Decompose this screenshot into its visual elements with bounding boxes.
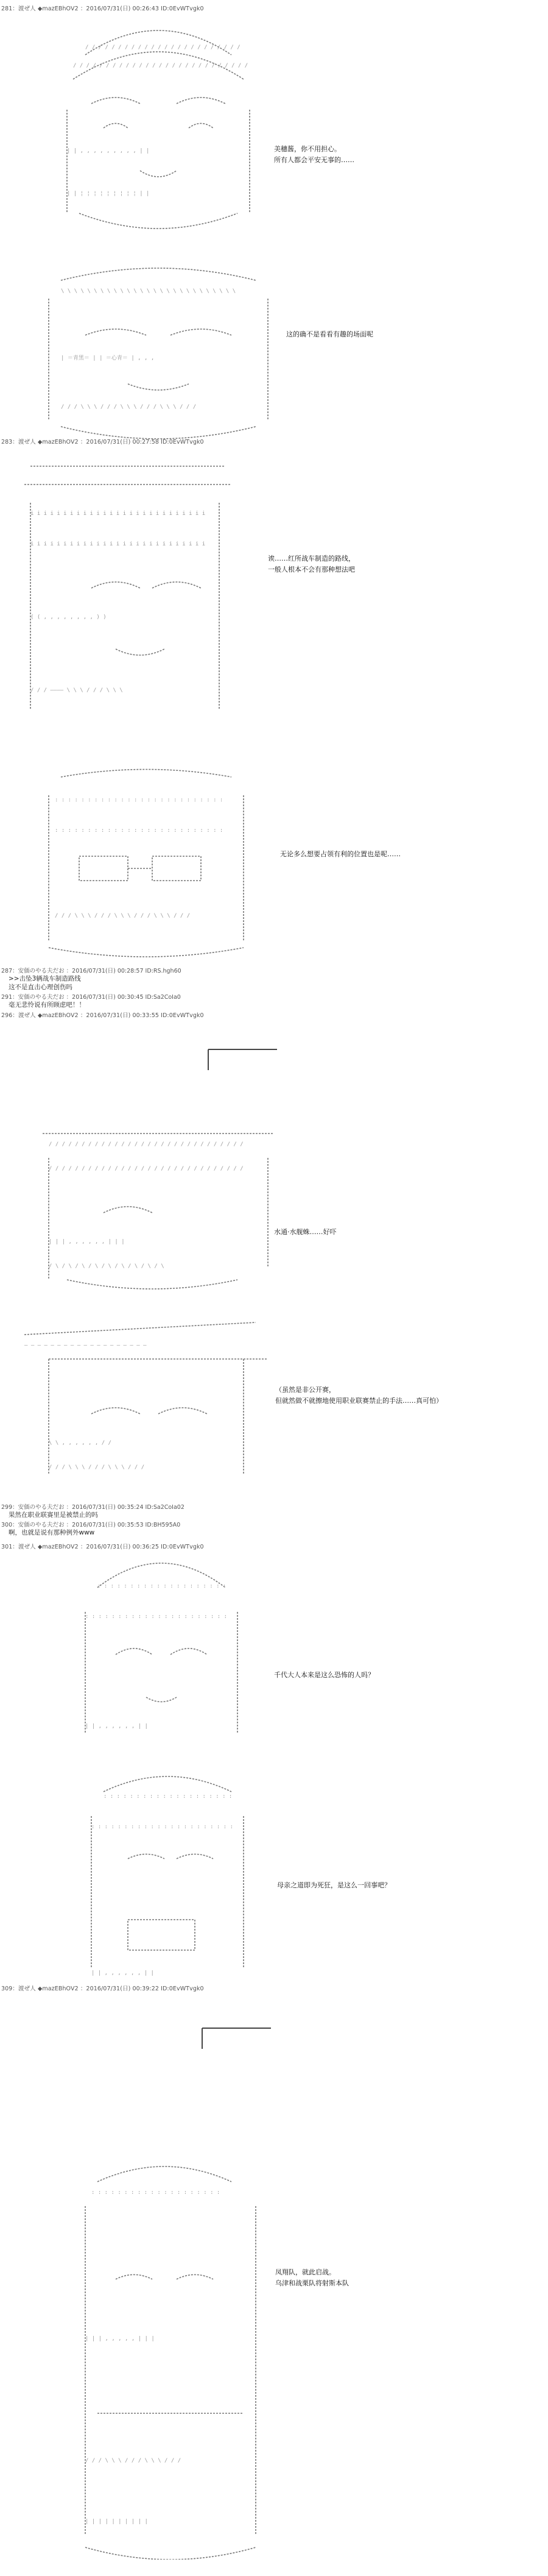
post-283-dialogue xyxy=(268,553,355,575)
svg-text:| | | , , , , , ,: | | | , , , , , , | | | xyxy=(49,1239,125,1245)
post-header-281: 281：渡ぜ人 ◆mazEBhOV2 ：2016/07/31(日) 00:26:43 ID:0EvWTvgk0 xyxy=(1,5,204,12)
svg-text:| | | , , , , , |: | | | , , , , , | | | xyxy=(85,2336,155,2342)
dialogue-line: 水通·水舰蛛……好吓 xyxy=(274,1228,337,1236)
svg-text:/ / / / / / / / / / / / / / /: / / / / / / / / / / / / / / / / / / / / / / / / / / / / / / xyxy=(49,1141,244,1148)
dialogue-line: 乌津和战栗队将射斯本队 xyxy=(275,2279,349,2287)
post-header-301: 301：渡ぜ人 ◆mazEBhOV2 ：2016/07/31(日) 00:36:25 ID:0EvWTvgk0 xyxy=(1,1544,204,1550)
scene-break-bracket xyxy=(207,1048,280,1075)
svg-text:\ \ , , , , , ,: \ \ , , , , , , / / xyxy=(49,1440,111,1446)
svg-text:| | , , , , , ,: | | , , , , , , , , , | | xyxy=(67,148,150,154)
dialogue-line: 一般人根本不会有那种想法吧 xyxy=(268,565,355,573)
post-309-dialogue xyxy=(275,2267,349,2288)
svg-text:: : : : : : : : : : : : : : :: : : : : : : : : : : : : : : : : : : : : : : xyxy=(91,1824,233,1830)
svg-text:/ / / / / / / / / / / / / / /: / / / / / / / / / / / / / / / / / / / / / / / / / / / xyxy=(73,63,248,69)
dialogue-line: （虽然是非公开赛， xyxy=(275,1386,335,1394)
reply-header-287: 287：安価のやる夫だお ：2016/07/31(日) 00:28:57 ID:RS.hgh60 xyxy=(1,968,181,974)
reply-text-300-1: 啊，也就是说有那种例外www xyxy=(9,1529,95,1536)
ascii-art-character-tea-cup-icon xyxy=(67,1767,268,1987)
svg-text:/ / / \ \ \ / / / \ \ \ / / /: / / / \ \ \ / / / \ \ \ / / / xyxy=(49,1464,145,1471)
svg-text:/ / / / / / / / / / / / / / /: / / / / / / / / / / / / / / / / / / / / / / / / / / / / / / xyxy=(49,1166,244,1172)
svg-text:| | | | | | | | | |: | | | | | | | | | | xyxy=(85,2519,148,2525)
svg-text:/ / / ―――― \ \ \ / / / \: / / / ―――― \ \ \ / / / \ \ \ xyxy=(30,687,123,694)
reply-header-300: 300：安価のやる夫だお ：2016/07/31(日) 00:35:53 ID:BH595A0 xyxy=(1,1522,181,1528)
reply-text-287-1: >>击坠3辆战车制造路线 xyxy=(9,975,81,982)
svg-text:( ( , , , , , ,: ( ( , , , , , , , , ) ) xyxy=(30,614,107,620)
post-281-dialogue xyxy=(274,144,354,165)
dialogue-line: 所有人都会平安无事的…… xyxy=(274,155,354,164)
svg-text:: : : : : : : : : : : : : : :: : : : : : : : : : : : : : : : : : : : : : : : : : : xyxy=(55,828,223,834)
svg-text:/ / / \ \ \ / / / \ \ \ / / /: / / / \ \ \ / / / \ \ \ / / / \ \ \ / / / xyxy=(61,404,197,410)
ascii-art-character-hat-icon xyxy=(12,1310,274,1493)
svg-text:/ / / / / / / / / / / / / / /: / / / / / / / / / / / / / / / / / / / / / / / / xyxy=(85,44,241,51)
ascii-art-character-glasses-icon xyxy=(24,765,256,960)
reply-text-291-1: 毫无悲怜说有所顾虑吧！！ xyxy=(9,1001,85,1009)
ascii-art-character-smiling-icon xyxy=(49,12,268,238)
dialogue-line: 这的确不是看看有趣的场面呢 xyxy=(286,330,373,338)
svg-text:/ / / \ \ \ / / / \ \ \ / / /: / / / \ \ \ / / / \ \ \ / / / xyxy=(85,2458,181,2464)
svg-text:i i i i i i i i i i i i i i i: i i i i i i i i i i i i i i i i i i i i i i i i i i i xyxy=(30,511,206,517)
dialogue-line: 美穗酱，你不用担心。 xyxy=(274,145,341,153)
dialogue-line: 凤翔队，就此启战。 xyxy=(275,2268,335,2276)
svg-text:: : : : : : : : : : : : : : :: : : : : : : : : : : : : : : : : : : : : : : : : : : xyxy=(55,797,223,803)
reply-text-287-2: 这不是直击心理创伤吗 xyxy=(9,984,72,991)
reply-header-299: 299：安価のやる夫だお ：2016/07/31(日) 00:35:24 ID:Sa2CoIa02 xyxy=(1,1504,184,1511)
dialogue-line: 但就然做不就擦地使用职业联赛禁止的手法……真可怕） xyxy=(275,1396,443,1405)
ascii-art-character-face-icon xyxy=(24,262,292,445)
reply-header-291: 291：安価のやる夫だお ：2016/07/31(日) 00:30:45 ID:Sa2CoIa0 xyxy=(1,994,181,1001)
svg-text:/ / / \ \ \ / / / \ \ \ / / /: / / / \ \ \ / / / \ \ \ / / / \ \ \ / / / xyxy=(55,913,191,919)
ascii-art-character-bob-hair-icon xyxy=(61,1551,262,1752)
post-296-dialogue xyxy=(274,1227,337,1238)
post-296-dialogue-2 xyxy=(275,1385,443,1406)
post-281-dialogue-2 xyxy=(286,329,373,340)
dialogue-line: 母亲之道即为死狂，是这么一回事吧？ xyxy=(277,1881,391,1889)
ascii-art-character-standing-icon xyxy=(55,2157,311,2560)
post-header-309: 309：渡ぜ人 ◆mazEBhOV2 ：2016/07/31(日) 00:39:22 ID:0EvWTvgk0 xyxy=(1,1985,204,1992)
reply-text-299-1: 果然在职业联赛里是被禁止的吗 xyxy=(9,1511,98,1519)
dialogue-line: 无论多么想要占领有利的位置也是呢…… xyxy=(280,850,401,858)
dialogue-line: 千代大人本来是这么恐怖的人吗？ xyxy=(274,1671,374,1679)
svg-text:| | , , , , , ,: | | , , , , , , | | xyxy=(85,1723,148,1730)
dialogue-line: 诶……红所战车制造的路线， xyxy=(268,555,355,562)
svg-text:: : : : : : : : : : : : : : :: : : : : : : : : : : : : : : : : : : : : xyxy=(104,1794,233,1800)
ascii-art-character-shadowed-icon xyxy=(30,1121,286,1292)
post-301-dialogue-2 xyxy=(277,1880,391,1891)
post-301-dialogue xyxy=(274,1670,374,1681)
scene-break-bracket-2 xyxy=(201,2027,274,2054)
svg-text:/ \ / \ / \ / \ / \ / \ / \ /: / \ / \ / \ / \ / \ / \ / \ / \ / \ xyxy=(49,1263,164,1269)
svg-text:| ＝青黑＝ | | ＝心青＝ | , ,: | ＝青黑＝ | | ＝心青＝ | , , , xyxy=(61,355,155,361)
post-header-296: 296：渡ぜ人 ◆mazEBhOV2 ：2016/07/31(日) 00:33:55 ID:0EvWTvgk0 xyxy=(1,1012,204,1019)
svg-text:i i i i i i i i i i i i i i i: i i i i i i i i i i i i i i i i i i i i i i i i i i i xyxy=(30,541,206,547)
svg-text:| | ¦ ¦ ¦ ¦ ¦ ¦: | | ¦ ¦ ¦ ¦ ¦ ¦ ¦ ¦ ¦ | | xyxy=(67,191,150,197)
svg-text:― ― ― ― ― ― ― ― ― ― ― ― ― ― ―: ― ― ― ― ― ― ― ― ― ― ― ― ― ― ― ― ― ― ― xyxy=(24,1343,147,1349)
ascii-art-character-long-hair-icon xyxy=(18,448,250,740)
svg-text:: : : : : : : : : : : : : : :: : : : : : : : : : : : : : : : : : : : : : : xyxy=(85,1614,227,1620)
post-header-283: 283：渡ぜ人 ◆mazEBhOV2 ：2016/07/31(日) 00:27:58 ID:0EvWTvgk0 xyxy=(1,439,204,445)
svg-text:: : : : : : : : : : : : : : :: : : : : : : : : : : : : : : : : : : : : xyxy=(91,2190,220,2196)
svg-text:: : : : : : : : : : : : : : :: : : : : : : : : : : : : : : : : : : : : xyxy=(97,1583,227,1589)
post-283-dialogue-2 xyxy=(280,849,401,860)
svg-text:\ \ \ \ \ \ \ \ \ \ \ \ \ \ \: \ \ \ \ \ \ \ \ \ \ \ \ \ \ \ \ \ \ \ \ \ \ \ \ \ \ \ xyxy=(61,288,236,294)
svg-text:| | , , , , , ,: | | , , , , , , | | xyxy=(91,1970,154,1976)
